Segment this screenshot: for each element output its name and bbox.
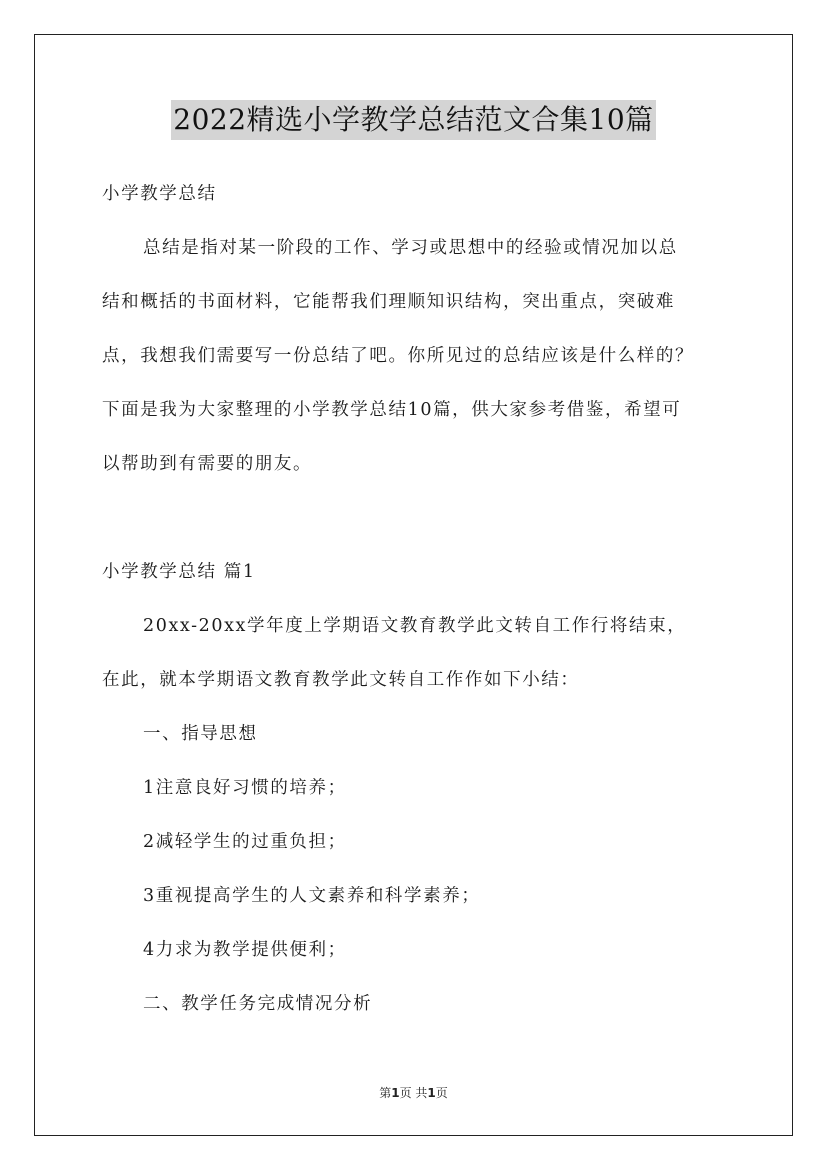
subheading: 二、教学任务完成情况分析 xyxy=(143,994,373,1014)
footer-suffix: 页 xyxy=(435,1086,448,1100)
title-container xyxy=(0,100,827,140)
footer-mid: 页 共 xyxy=(399,1086,428,1100)
document-title: 2022精选小学教学总结范文合集10篇 xyxy=(171,100,655,140)
paragraph-line: 在此，就本学期语文教育教学此文转自工作作如下小结： xyxy=(102,670,580,690)
list-item: 4力求为教学提供便利； xyxy=(143,940,347,960)
footer-current-page: 1 xyxy=(391,1086,400,1100)
subheading: 一、指导思想 xyxy=(143,724,258,744)
page-footer xyxy=(0,1084,827,1101)
paragraph-line: 结和概括的书面材料，它能帮我们理顺知识结构，突出重点，突破难 xyxy=(102,292,675,312)
list-item: 3重视提高学生的人文素养和科学素养； xyxy=(143,886,481,906)
footer-total-pages: 1 xyxy=(427,1086,436,1100)
section-heading: 小学教学总结 篇1 xyxy=(102,562,256,582)
section-heading: 小学教学总结 xyxy=(102,184,217,204)
paragraph-line: 总结是指对某一阶段的工作、学习或思想中的经验或情况加以总 xyxy=(143,238,678,258)
footer-prefix: 第 xyxy=(379,1086,392,1100)
paragraph-line: 点，我想我们需要写一份总结了吧。你所见过的总结应该是什么样的？ xyxy=(102,346,695,366)
paragraph-line: 20xx-20xx学年度上学期语文教育教学此文转自工作行将结束， xyxy=(143,616,687,636)
list-item: 2减轻学生的过重负担； xyxy=(143,832,347,852)
list-item: 1注意良好习惯的培养； xyxy=(143,778,347,798)
paragraph-line: 下面是我为大家整理的小学教学总结10篇，供大家参考借鉴，希望可 xyxy=(102,400,682,420)
paragraph-line: 以帮助到有需要的朋友。 xyxy=(102,454,313,474)
